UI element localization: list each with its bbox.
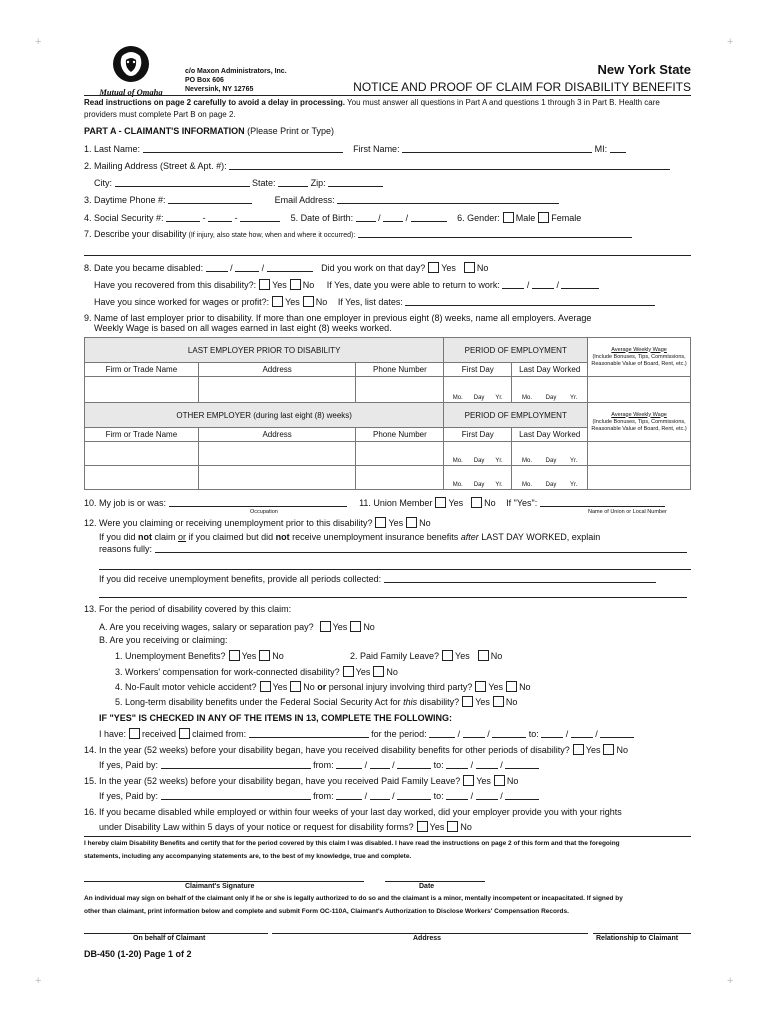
company-logo — [96, 44, 166, 96]
first-day-cell[interactable]: Mo. Day Yr. — [444, 466, 512, 490]
col-phone: Phone Number — [356, 363, 444, 377]
q14-paid-row: If yes, Paid by: from: / / to: / / — [99, 760, 539, 770]
firm-cell[interactable] — [85, 442, 199, 466]
q12-reasons: reasons fully: — [99, 544, 687, 554]
q15-from-month[interactable] — [336, 791, 362, 800]
q13-b: B. Are you receiving or claiming: — [99, 635, 228, 645]
ssn-part1[interactable] — [166, 213, 200, 222]
period-to-month[interactable] — [541, 729, 563, 738]
wage-cell[interactable] — [588, 377, 691, 403]
q15-from-day[interactable] — [370, 791, 390, 800]
period-to-year[interactable] — [600, 729, 634, 738]
col-address: Address — [198, 363, 356, 377]
certification-text-line2: statements, including any accompanying statements are, to the best of my knowledge, true and complete. — [84, 853, 412, 860]
firm-cell[interactable] — [85, 377, 199, 403]
female-checkbox[interactable] — [538, 212, 549, 223]
pfl-yes-checkbox[interactable] — [442, 650, 453, 661]
q13-b5: 5. Long-term disability benefits under the Federal Social Security Act for this disability? Yes No — [115, 697, 518, 707]
return-day[interactable] — [532, 280, 554, 289]
q13-b4: 4. No-Fault motor vehicle accident? Yes No or personal injury involving third party? Yes No — [115, 682, 531, 692]
wages-yes-checkbox[interactable] — [320, 621, 331, 632]
occupation-caption: Occupation — [250, 509, 278, 515]
wc-no-checkbox[interactable] — [373, 666, 384, 677]
reasons-line2[interactable] — [99, 569, 691, 570]
relationship-caption: Relationship to Claimant — [596, 935, 679, 942]
periods-line2[interactable] — [99, 597, 687, 598]
nofault-no-checkbox[interactable] — [290, 681, 301, 692]
part-a-heading: PART A - CLAIMANT'S INFORMATION (Please Print or Type) — [84, 126, 334, 136]
thirdparty-yes-checkbox[interactable] — [475, 681, 486, 692]
firm-cell[interactable] — [85, 466, 199, 490]
col-first-day: First Day — [444, 363, 512, 377]
period-from-year[interactable] — [492, 729, 526, 738]
q14-from-month[interactable] — [336, 760, 362, 769]
q13-b3: 3. Workers' compensation for work-connected disability? Yes No — [115, 667, 398, 677]
claimed-checkbox[interactable] — [179, 728, 190, 739]
form-title: NOTICE AND PROOF OF CLAIM FOR DISABILITY BENEFITS — [353, 80, 691, 94]
address-cell[interactable] — [198, 466, 356, 490]
q15-no-checkbox[interactable] — [494, 775, 505, 786]
q14-to-month[interactable] — [446, 760, 468, 769]
col-phone: Phone Number — [356, 428, 444, 442]
q16-no-checkbox[interactable] — [447, 821, 458, 832]
first-day-cell[interactable]: Mo. Day Yr. — [444, 442, 512, 466]
address-cell[interactable] — [198, 377, 356, 403]
col-last-day: Last Day Worked — [512, 428, 588, 442]
recovered-yes-checkbox[interactable] — [259, 279, 270, 290]
wc-yes-checkbox[interactable] — [343, 666, 354, 677]
q16-row2: under Disability Law within 5 days of your notice or request for disability forms? Yes No — [99, 822, 472, 832]
crop-mark: + — [35, 36, 42, 48]
q12-explain: If you did not claim or if you claimed but did not receive unemployment insurance benefits after LAST DAY WORKED, explain — [99, 532, 601, 542]
col-last-day: Last Day Worked — [512, 363, 588, 377]
male-checkbox[interactable] — [503, 212, 514, 223]
signature-caption: Claimant's Signature — [185, 883, 255, 890]
disability-description-line2[interactable] — [84, 255, 691, 256]
first-day-cell[interactable]: Mo. Day Yr. — [444, 377, 512, 403]
unemployment-yes-checkbox[interactable] — [375, 517, 386, 528]
period-from-day[interactable] — [463, 729, 485, 738]
mi-field[interactable] — [610, 144, 626, 153]
state-label: New York State — [597, 62, 691, 77]
col-first-day: First Day — [444, 428, 512, 442]
q4-row: 4. Social Security #: - - 5. Date of Birth: / / 6. Gender: Male Female — [84, 213, 582, 223]
thirdparty-no-checkbox[interactable] — [506, 681, 517, 692]
union-yes-checkbox[interactable] — [435, 497, 446, 508]
q2-row: 2. Mailing Address (Street & Apt. #): — [84, 161, 670, 171]
col-firm: Firm or Trade Name — [85, 363, 199, 377]
relationship-line[interactable] — [593, 933, 691, 934]
on-behalf-line[interactable] — [84, 933, 268, 934]
q15-yes-checkbox[interactable] — [463, 775, 474, 786]
zip-field[interactable] — [328, 178, 383, 187]
q8-recovered-row: Have you recovered from this disability?: Yes No If Yes, date you were able to return to work: / / — [94, 279, 599, 290]
dob-year[interactable] — [411, 213, 447, 222]
last-name-field[interactable] — [143, 144, 343, 153]
last-day-cell[interactable]: Mo. Day Yr. — [512, 377, 588, 403]
instructions: Read instructions on page 2 carefully to avoid a delay in processing. You must answer all questions in Part A and questions 1 through 3 in Part B. Health care — [84, 98, 660, 107]
certification-text: I hereby claim Disability Benefits and certify that for the period covered by this claim I was disabled. I have read the instructions on page 2 of this form and that the foregoing — [84, 840, 620, 847]
date-line[interactable] — [385, 881, 485, 882]
disabled-month[interactable] — [206, 263, 228, 272]
q14-to-year[interactable] — [505, 760, 539, 769]
address-caption: Address — [413, 935, 442, 942]
phone-cell[interactable] — [356, 442, 444, 466]
on-behalf-caption: On behalf of Claimant — [133, 935, 206, 942]
q14-paid-by-field[interactable] — [161, 760, 311, 769]
mailing-address-field[interactable] — [229, 161, 670, 170]
q13-a: A. Are you receiving wages, salary or separation pay? Yes No — [99, 622, 375, 632]
date-caption: Date — [419, 883, 435, 890]
recovered-no-checkbox[interactable] — [290, 279, 301, 290]
last-employer-header: LAST EMPLOYER PRIOR TO DISABILITY — [85, 338, 444, 363]
q14-to-day[interactable] — [476, 760, 498, 769]
q14-row: 14. In the year (52 weeks) before your disability began, have you received disability benefits for other periods of disability? Yes No — [84, 745, 628, 755]
q8-worked-since-row: Have you since worked for wages or profit?: Yes No If Yes, list dates: — [94, 296, 655, 307]
dob-month[interactable] — [356, 213, 376, 222]
nofault-yes-checkbox[interactable] — [260, 681, 271, 692]
address-cell[interactable] — [198, 442, 356, 466]
union-no-checkbox[interactable] — [471, 497, 482, 508]
avg-wage-header: Average Weekly Wage (Include Bonuses, Tips, Commissions, Reasonable Value of Board, Rent, etc.) — [588, 338, 691, 377]
q12-row: 12. Were you claiming or receiving unemployment prior to this disability? Yes No — [84, 518, 431, 528]
worked-no-checkbox[interactable] — [464, 262, 475, 273]
periods-collected-field[interactable] — [384, 574, 656, 583]
q1-row: 1. Last Name: First Name: MI: — [84, 144, 626, 154]
q14-from-day[interactable] — [370, 760, 390, 769]
behalf-text: An individual may sign on behalf of the claimant only if he or she is legally authorized to do so and the claimant is a minor, mentally incompetent or incapacitated. If signed by — [84, 895, 623, 902]
reasons-field[interactable] — [155, 544, 687, 553]
phone-cell[interactable] — [356, 466, 444, 490]
q13-b1: 1. Unemployment Benefits? Yes No — [115, 651, 284, 661]
q15-to-year[interactable] — [505, 791, 539, 800]
signature-line[interactable] — [84, 881, 364, 882]
q9-text-line2: Weekly Wage is based on all wages earned in last eight (8) weeks worked. — [94, 323, 392, 333]
period-header: PERIOD OF EMPLOYMENT — [444, 403, 588, 428]
divider — [84, 95, 691, 96]
wages-no-checkbox[interactable] — [350, 621, 361, 632]
wage-cell[interactable] — [588, 466, 691, 490]
q12-periods: If you did receive unemployment benefits, provide all periods collected: — [99, 574, 656, 584]
email-field[interactable] — [337, 195, 559, 204]
instructions-line2: providers must complete Part B on page 2. — [84, 110, 236, 119]
crop-mark: + — [727, 975, 734, 987]
dob-day[interactable] — [383, 213, 403, 222]
q14-no-checkbox[interactable] — [603, 744, 614, 755]
avg-wage-header: Average Weekly Wage (Include Bonuses, Tips, Commissions, Reasonable Value of Board, Rent, etc.) — [588, 403, 691, 442]
period-from-month[interactable] — [429, 729, 455, 738]
q13-if-yes: IF "YES" IS CHECKED IN ANY OF THE ITEMS IN 13, COMPLETE THE FOLLOWING: — [99, 713, 453, 723]
wage-cell[interactable] — [588, 442, 691, 466]
last-day-cell[interactable]: Mo. Day Yr. — [512, 442, 588, 466]
return-month[interactable] — [502, 280, 524, 289]
ub-yes-checkbox[interactable] — [229, 650, 240, 661]
worked-dates-field[interactable] — [405, 297, 655, 306]
q15-from-year[interactable] — [397, 791, 431, 800]
ub-no-checkbox[interactable] — [259, 650, 270, 661]
q16-yes-checkbox[interactable] — [417, 821, 428, 832]
logo-wordmark: Mutual of Omaha — [99, 87, 163, 97]
return-year[interactable] — [561, 280, 599, 289]
lion-logo-icon — [96, 44, 166, 84]
crop-mark: + — [727, 36, 734, 48]
q13-b2: 2. Paid Family Leave? Yes No — [350, 651, 503, 661]
job-field[interactable] — [169, 498, 347, 507]
ssd-yes-checkbox[interactable] — [462, 696, 473, 707]
last-day-cell[interactable]: Mo. Day Yr. — [512, 466, 588, 490]
admin-address: c/o Maxon Administrators, Inc. PO Box 606 Neversink, NY 12765 — [185, 68, 287, 93]
q3-row: 3. Daytime Phone #: Email Address: — [84, 195, 559, 205]
employer-table — [84, 337, 691, 490]
claimed-from-field[interactable] — [249, 729, 369, 738]
disabled-year[interactable] — [267, 263, 313, 272]
q2-city-row: City: State: Zip: — [94, 178, 383, 188]
disability-description-field[interactable] — [358, 229, 632, 238]
address-line[interactable] — [272, 933, 588, 934]
since-worked-yes-checkbox[interactable] — [272, 296, 283, 307]
since-worked-no-checkbox[interactable] — [303, 296, 314, 307]
state-field[interactable] — [278, 178, 308, 187]
q10-row: 10. My job is or was: 11. Union Member Yes No If "Yes": — [84, 497, 665, 508]
q16-row: 16. If you became disabled while employed or within four weeks of your last day worked, did your employer provide you with your rights — [84, 807, 622, 817]
q7-row: 7. Describe your disability (If injury, also state how, when and where it occurred): — [84, 229, 632, 239]
ssn-part3[interactable] — [240, 213, 280, 222]
q15-to-month[interactable] — [446, 791, 468, 800]
disabled-day[interactable] — [235, 263, 259, 272]
q15-row: 15. In the year (52 weeks) before your disability began, have you received Paid Family Leave? Yes No — [84, 776, 519, 786]
form-number: DB-450 (1-20) Page 1 of 2 — [84, 949, 192, 959]
phone-field[interactable] — [168, 195, 252, 204]
crop-mark: + — [35, 975, 42, 987]
ssd-no-checkbox[interactable] — [493, 696, 504, 707]
q14-from-year[interactable] — [397, 760, 431, 769]
divider — [84, 836, 691, 837]
col-address: Address — [198, 428, 356, 442]
other-employer-header: OTHER EMPLOYER (during last eight (8) weeks) — [85, 403, 444, 428]
union-caption: Name of Union or Local Number — [588, 509, 667, 515]
unemployment-no-checkbox[interactable] — [406, 517, 417, 528]
q14-yes-checkbox[interactable] — [573, 744, 584, 755]
q8-row: 8. Date you became disabled: / / Did you work on that day? Yes No — [84, 263, 489, 273]
q15-paid-by-field[interactable] — [161, 791, 311, 800]
col-firm: Firm or Trade Name — [85, 428, 199, 442]
worked-yes-checkbox[interactable] — [428, 262, 439, 273]
ssn-part2[interactable] — [208, 213, 232, 222]
q15-paid-row: If yes, Paid by: from: / / to: / / — [99, 791, 539, 801]
received-checkbox[interactable] — [129, 728, 140, 739]
phone-cell[interactable] — [356, 377, 444, 403]
city-field[interactable] — [115, 178, 250, 187]
q13-have-row: I have: received claimed from: for the period: / / to: / / — [99, 728, 634, 739]
period-header: PERIOD OF EMPLOYMENT — [444, 338, 588, 363]
pfl-no-checkbox[interactable] — [478, 650, 489, 661]
period-to-day[interactable] — [571, 729, 593, 738]
union-name-field[interactable] — [540, 498, 665, 507]
behalf-text-line2: other than claimant, print information below and complete and submit Form OC-110A, Claimant's Authorization to Disclose Workers' Compensation Records. — [84, 908, 569, 915]
first-name-field[interactable] — [402, 144, 592, 153]
q13-label: 13. For the period of disability covered by this claim: — [84, 604, 292, 614]
q15-to-day[interactable] — [476, 791, 498, 800]
q9-text: 9. Name of last employer prior to disability. If more than one employer in previous eight (8) weeks, name all employers. Average — [84, 313, 592, 323]
